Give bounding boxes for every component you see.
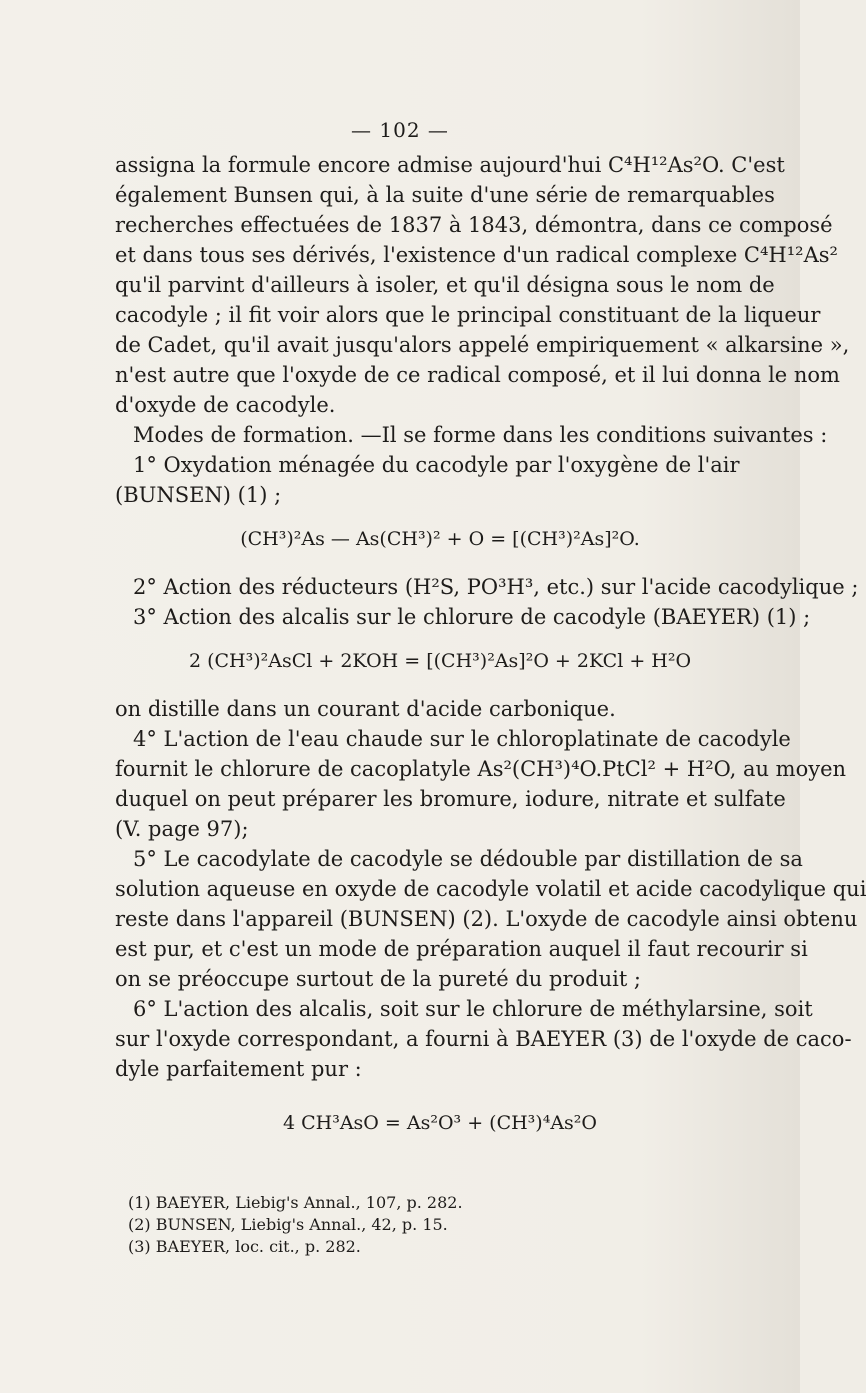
text-line: (BUNSEN) (1) ; [115, 483, 282, 507]
text-line: duquel on peut préparer les bromure, iodure, nitrate et sulfate [115, 787, 786, 811]
text-line: on se préoccupe surtout de la pureté du produit ; [115, 967, 642, 991]
footnote: (2) BUNSEN, Liebig's Annal., 42, p. 15. [128, 1215, 448, 1234]
text-line: fournit le chlorure de cacoplatyle As²(CH³)⁴O.PtCl² + H²O, au moyen [115, 757, 847, 781]
text-line: sur l'oxyde correspondant, a fourni à BAEYER (3) de l'oxyde de caco- [115, 1027, 852, 1051]
text-line: solution aqueuse en oxyde de cacodyle volatil et acide cacodylique qui [115, 877, 866, 901]
text-line: dyle parfaitement pur : [115, 1057, 362, 1081]
text-line: 6° L'action des alcalis, soit sur le chlorure de méthylarsine, soit [133, 997, 813, 1021]
text-line: 3° Action des alcalis sur le chlorure de cacodyle (BAEYER) (1) ; [133, 605, 811, 629]
text-line: est pur, et c'est un mode de préparation auquel il faut recourir si [115, 937, 808, 961]
text-line: (V. page 97); [115, 817, 249, 841]
page-number: — 102 — [351, 118, 449, 142]
footnote: (3) BAEYER, loc. cit., p. 282. [128, 1237, 361, 1256]
text-line: d'oxyde de cacodyle. [115, 393, 336, 417]
chemical-equation: 4 CH³AsO = As²O³ + (CH³)⁴As²O [282, 1112, 597, 1134]
chemical-equation: (CH³)²As — As(CH³)² + O = [(CH³)²As]²O. [240, 528, 640, 550]
text-line: qu'il parvint d'ailleurs à isoler, et qu'il désigna sous le nom de [115, 273, 775, 297]
text-line: assigna la formule encore admise aujourd'hui C⁴H¹²As²O. C'est [115, 153, 785, 177]
body-text [115, 150, 866, 1164]
text-line: recherches effectuées de 1837 à 1843, démontra, dans ce composé [115, 213, 833, 237]
text-line: n'est autre que l'oxyde de ce radical composé, et il lui donna le nom [115, 363, 840, 387]
text-line: cacodyle ; il fit voir alors que le principal constituant de la liqueur [115, 303, 821, 327]
text-line: 4° L'action de l'eau chaude sur le chloroplatinate de cacodyle [133, 727, 791, 751]
text-line: également Bunsen qui, à la suite d'une série de remarquables [115, 183, 775, 207]
chemical-equation: 2 (CH³)²AsCl + 2KOH = [(CH³)²As]²O + 2KCl + H²O [188, 650, 692, 672]
footnote: (1) BAEYER, Liebig's Annal., 107, p. 282. [128, 1193, 463, 1212]
footnotes [128, 1192, 748, 1258]
text-line: on distille dans un courant d'acide carbonique. [115, 697, 616, 721]
text-line: reste dans l'appareil (BUNSEN) (2). L'oxyde de cacodyle ainsi obtenu [115, 907, 858, 931]
text-line: 1° Oxydation ménagée du cacodyle par l'oxygène de l'air [133, 453, 740, 477]
text-line: de Cadet, qu'il avait jusqu'alors appelé empiriquement « alkarsine », [115, 333, 850, 357]
text-line: et dans tous ses dérivés, l'existence d'un radical complexe C⁴H¹²As² [115, 243, 838, 267]
section-heading-line: Modes de formation. —Il se forme dans les conditions suivantes : [133, 423, 828, 447]
text-line: 2° Action des réducteurs (H²S, PO³H³, etc.) sur l'acide cacodylique ; [133, 575, 859, 599]
text-line: 5° Le cacodylate de cacodyle se dédouble par distillation de sa [133, 847, 803, 871]
